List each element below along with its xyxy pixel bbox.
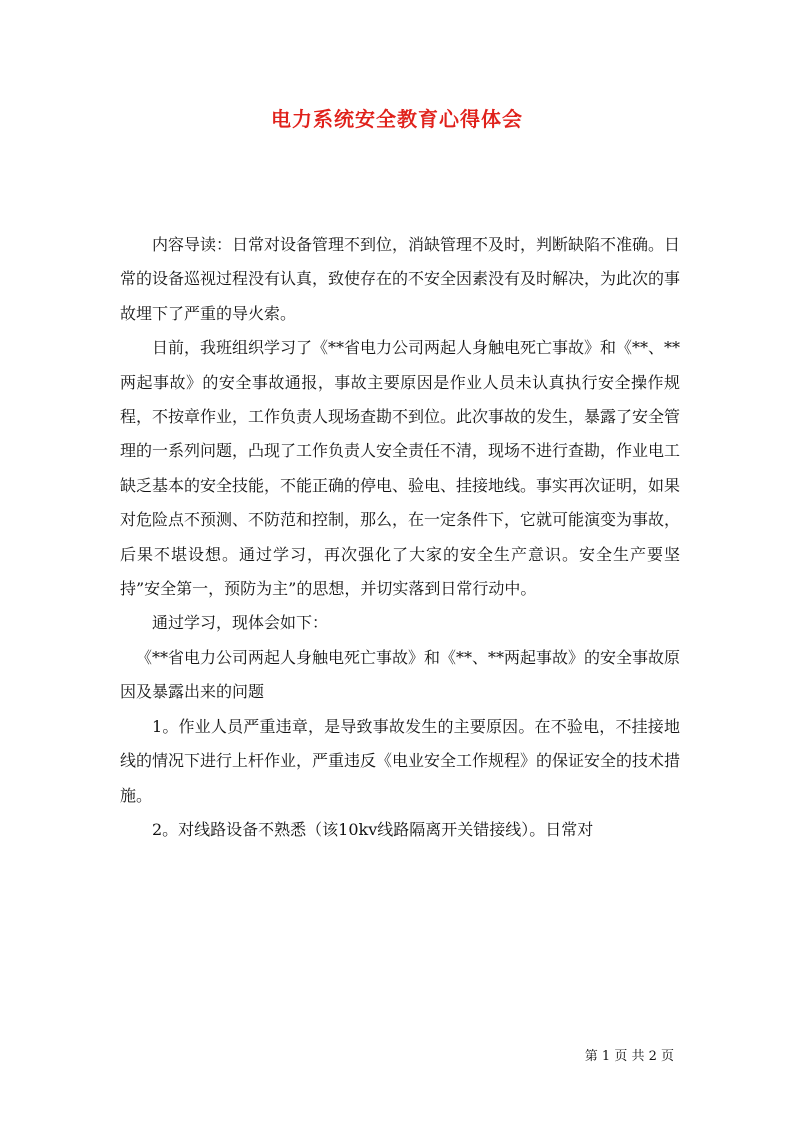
paragraph-insights-lead: 通过学习，现体会如下： [152, 613, 329, 633]
paragraph-section-heading: 《**省电力公司两起人身触电死亡事故》和《**、**两起事故》的安全事故原因及暴露出来的问题 [120, 647, 681, 702]
paragraph-intro: 内容导读：日常对设备管理不到位，消缺管理不及时，判断缺陷不准确。日常的设备巡视过程没有认真，致使存在的不安全因素没有及时解决，为此次的事故埋下了严重的导火索。 [120, 235, 681, 323]
paragraph-point-1: 1。作业人员严重违章，是导致事故发生的主要原因。在不验电，不挂接地线的情况下进行上杆作业，严重违反《电业安全工作规程》的保证安全的技术措施。 [120, 716, 681, 805]
document-body [120, 228, 680, 847]
document-title: 电力系统安全教育心得体会 [271, 107, 523, 131]
paragraph-point-2: 2。对线路设备不熟悉（该10kv线路隔离开关错接线）。日常对 [152, 819, 594, 839]
page-number: 第 1 页 共 2 页 [584, 1049, 674, 1064]
paragraph-study: 日前，我班组织学习了《**省电力公司两起人身触电死亡事故》和《**、**两起事故》的安全事故通报，事故主要原因是作业人员未认真执行安全操作规程，不按章作业，工作负责人现场查勘不到位。此次事故的发生，暴露了安全管理的一系列问题，凸现了工作负责人安全责任不清，现场不进行查勘，作业电工缺乏基本的安全技能，不能正确的停电、验电、挂接地线。事实再次证明，如果对危险点不预测、不防范和控制，那么，在一定条件下，它就可能演变为事故，后果不堪设想。通过学习，再次强化了大家的安全生产意识。安全生产要坚持”安全第一，预防为主”的思想，并切实落到日常行动中。 [120, 338, 681, 599]
